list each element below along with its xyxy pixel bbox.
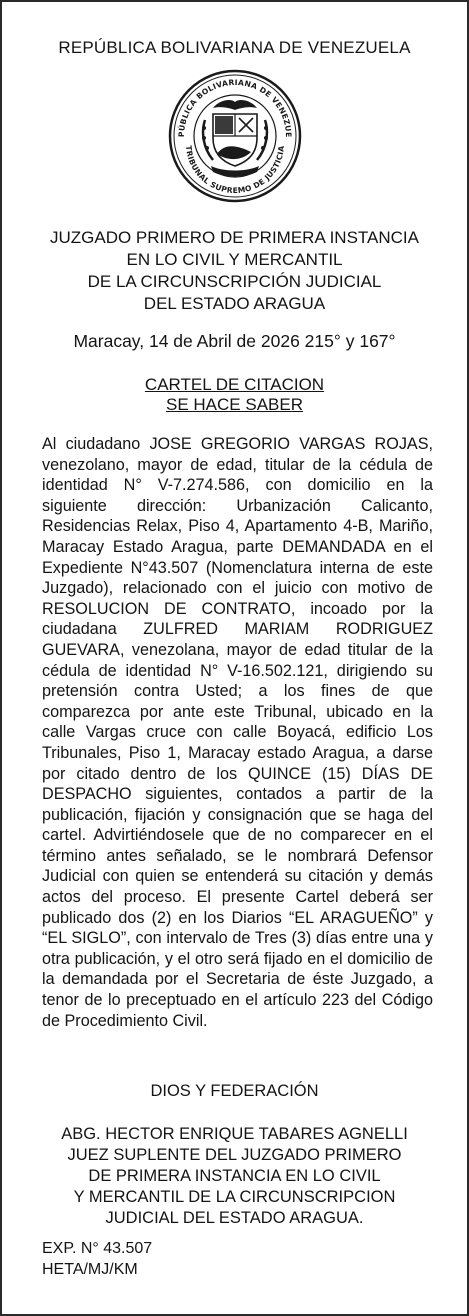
signature-block: [2, 1124, 467, 1229]
dateline: Maracay, 14 de Abril de 2026 215° y 167°: [73, 331, 396, 351]
notice-subtitle-line: SE HACE SABER: [166, 395, 303, 414]
court-line: EN LO CIVIL Y MERCANTIL: [126, 250, 343, 269]
country-header: REPÚBLICA BOLIVARIANA DE VENEZUELA: [58, 38, 411, 57]
court-line: DEL ESTADO ARAGUA: [143, 294, 326, 313]
notice-title-line: CARTEL DE CITACION: [144, 375, 325, 394]
court-line: JUZGADO PRIMERO DE PRIMERA INSTANCIA: [49, 228, 419, 247]
seal-bottom-text: TRIBUNAL SUPREMO DE JUSTICIA: [183, 145, 286, 196]
court-seal: [167, 68, 303, 204]
case-number: EXP. N° 43.507: [42, 1240, 153, 1257]
seal-emblem: [167, 68, 303, 204]
notice-title: [2, 375, 467, 415]
notice-body: Al ciudadano JOSE GREGORIO VARGAS ROJAS, venezolano, mayor de edad, titular de la cédula de identidad N° V-7.274.586, con domicilio en la siguiente dirección: Urbanización Calicanto, Residencias Relax, Piso 4, Apartamento 4-B, Mariño, Maracay Estado Aragua, parte DEMANDADA en el Expediente N°43.507 (Nomenclatura interna de este Juzgado), relacionado con el juicio con motivo de RESOLUCION DE CONTRATO, incoado por la ciudadana ZULFRED MARIAM RODRIGUEZ GUEVARA, venezolana, mayor de edad titular de la cédula de identidad N° V-16.502.121, dirigiendo su pretensión contra Usted; a los fines de que comparezca por ante este Tribunal, ubicado en la calle Vargas cruce con calle Boyacá, edificio Los Tribunales, Piso 1, Maracay estado Aragua, a darse por citado dentro de los QUINCE (15) DÍAS DE DESPACHO siguientes, contados a partir de la publicación, fijación y consignación que se haga del cartel. Advirtiéndosele que de no comparecer en el término antes señalado, se le nombrará Defensor Judicial con quien se entenderá su citación y demás actos del proceso. El presente Cartel deberá ser publicado dos (2) en los Diarios “EL ARAGUEÑO” y “EL SIGLO”, con intervalo de Tres (3) días entre una y otra publicación, y el otro será fijado en el domicilio de la demandada por el Secretaria de éste Juzgado, a tenor de lo preceptuado en el artículo 223 del Código de Procedimiento Civil.: [42, 435, 433, 1030]
file-reference: [42, 1238, 152, 1280]
closing-formula: DIOS Y FEDERACIÓN: [150, 1082, 319, 1100]
signature-line: JUDICIAL DEL ESTADO ARAGUA.: [105, 1209, 364, 1227]
signature-line: DE PRIMERA INSTANCIA EN LO CIVIL: [88, 1167, 381, 1185]
signature-line: Y MERCANTIL DE LA CIRCUNSCRIPCION: [73, 1188, 396, 1206]
court-line: DE LA CIRCUNSCRIPCIÓN JUDICIAL: [87, 272, 382, 291]
court-name: [2, 227, 467, 315]
signature-line: ABG. HECTOR ENRIQUE TABARES AGNELLI: [61, 1125, 408, 1143]
signature-line: JUEZ SUPLENTE DEL JUZGADO PRIMERO: [67, 1146, 402, 1164]
seal-top-text: PÚBLICA BOLIVARIANA DE VENEZUE: [176, 77, 293, 138]
initials: HETA/MJ/KM: [42, 1261, 138, 1278]
